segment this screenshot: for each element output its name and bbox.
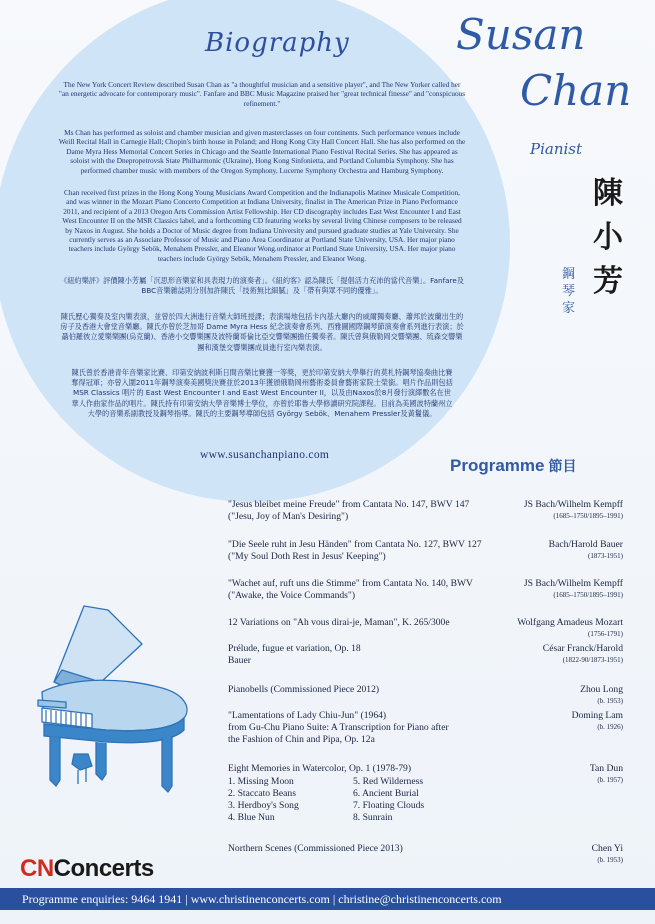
composer-name: Wolfgang Amadeus Mozart	[517, 617, 623, 628]
bio-paragraph-2: Ms Chan has performed as soloist and chamber musician and given masterclasses on four continents. Such performance venues include Weill Recital Hall in Carnegie Hall; Chopin's birth house in Poland; and Hong Kong City Hall Concert Hall. She has also performed on the Dame Myra Hess Memorial Concert Series in Chicago and the Seattle International Piano Festival Recital Series. She has appeared as soloist with the Dnepropetrovsk State Philharmonic (Ukraine), Hong Kong Sinfonietta, and Portland Columbia Symphony. She has performed chamber music with members of the Oregon Symphony, Lucerne Symphony Orchestra and Hamburg Symphony.	[58, 128, 466, 175]
work-title: Northern Scenes (Commissioned Piece 2013)	[228, 843, 403, 854]
work-subtitle: the Fashion of Chin and Pipa, Op. 12a	[228, 734, 375, 745]
composer-years: (1685–1750/1895–1991)	[553, 512, 623, 520]
movement-item: 5. Red Wilderness	[353, 776, 424, 787]
work-title: Eight Memories in Watercolor, Op. 1 (1978-79)	[228, 763, 412, 774]
work-subtitle: ("My Soul Doth Rest in Jesus' Keeping")	[228, 551, 386, 562]
composer-name: Bach/Harold Bauer	[548, 539, 623, 550]
bio-zh-paragraph-1: 《紐約樂評》評價陳小芳屬「沉思形音樂家和具表現力的演奏者」。《紐約客》認為陳氏「提倡活力充沛的當代音樂」。Fanfare及BBC音樂雜誌則分別加許陳氏「技術無比細膩」及「帶有與眾不同的優雅」。	[60, 276, 464, 296]
composer-years: (1685–1750/1895–1991)	[553, 591, 623, 599]
work-title: 12 Variations on "Ah vous dirai-je, Maman", K. 265/300e	[228, 617, 450, 628]
artist-chinese-role: 鋼琴家	[562, 267, 576, 316]
artist-first-name: Susan	[456, 10, 586, 59]
work-title: Prélude, fugue et variation, Op. 18	[228, 643, 361, 654]
artist-website-link[interactable]: www.susanchanpiano.com	[200, 449, 330, 461]
logo-concerts: Concerts	[53, 855, 154, 882]
composer-years: (1822-90/1873-1951)	[562, 656, 623, 664]
programme-heading-en: Programme	[450, 456, 545, 475]
movement-item: 3. Herdboy's Song	[228, 800, 299, 811]
composer-name: Chen Yi	[591, 843, 623, 854]
movement-item: 4. Blue Nun	[228, 812, 275, 823]
composer-name: JS Bach/Wilhelm Kempff	[523, 578, 623, 589]
bio-zh-paragraph-3: 陳氏曾於香港青年音樂家比賽、印第安納波利斯日間音樂比賽獲一等獎，更於印第安納大學舉行的莫札特鋼琴協奏曲比賽奪得冠軍；亦曾入圍2011年鋼琴演奏美國獎決賽並於2013年獲頒俄勒岡州藝術委員會藝術家院士榮銜。唱片作品則包括 MSR Classics 唱片的 East West Encounter I and East West Encounter II，以及由Naxos於8月發行演繹數名在世華人作曲家作品的唱片。陳氏持有印第安納大學音樂博士學位，亦曾於耶魯大學修讀研究院課程。目前為美國波特蘭州立大學的音樂系副教授及鋼琴指導。陳氏的主要鋼琴導師包括 György Sebök、Menahem Pressler及黃鬘儀。	[71, 368, 453, 418]
work-title: "Lamentations of Lady Chiu-Jun" (1964)	[228, 710, 387, 721]
programme-heading-zh: 節目	[548, 459, 577, 475]
movement-item: 1. Missing Moon	[228, 776, 294, 787]
programme-heading	[450, 456, 576, 476]
composer-years: (b. 1926)	[597, 723, 623, 731]
footer-bar	[0, 888, 655, 910]
work-title: Pianobells (Commissioned Piece 2012)	[228, 684, 380, 695]
work-title: "Jesus bleibet meine Freude" from Cantata No. 147, BWV 147	[228, 499, 470, 510]
work-subtitle: Bauer	[228, 655, 251, 666]
composer-years: (b. 1953)	[597, 856, 623, 864]
composer-name: JS Bach/Wilhelm Kempff	[523, 499, 623, 510]
composer-name: Tan Dun	[589, 763, 623, 774]
composer-years: (b. 1957)	[597, 776, 623, 784]
work-subtitle: ("Jesu, Joy of Man's Desiring")	[228, 511, 349, 522]
footer-contact-text: Programme enquiries: 9464 1941 | www.christinenconcerts.com | christine@christinenconcerts.com	[22, 892, 502, 906]
work-subtitle: ("Awake, the Voice Commands")	[228, 590, 356, 601]
work-subtitle: from Gu-Chu Piano Suite: A Transcription for Piano after	[228, 722, 449, 733]
logo-cn: CN	[20, 855, 54, 882]
bio-zh-paragraph-2: 陳氏歷心獨奏及室內樂表演，並曾於四大洲進行音樂大師班授課；表演場地包括卡內基大廳內的威爾獨奏廳、蕭邦於波蘭出生的房子及香港大會堂音樂廳。陳氏亦曾於芝加哥 Dame Myra Hess 紀念演奏會系列、西雅圖國際鋼琴節演奏會系列進行表演；於聶伯羅彼立愛樂樂團(烏克蘭)、香港小交響樂團及波特蘭哥倫比亞交響樂團擔任獨奏者。陳氏曾與俄勒岡交響樂團、琉森交響樂團和漢堡交響樂團成員進行室內樂表演。	[60, 312, 464, 352]
artist-last-name: Chan	[520, 66, 632, 115]
composer-name: César Franck/Harold	[542, 643, 623, 654]
movement-item: 2. Staccato Beans	[228, 788, 296, 799]
composer-years: (b. 1953)	[597, 697, 623, 705]
movement-item: 6. Ancient Burial	[353, 788, 419, 799]
composer-years: (1873-1951)	[588, 552, 623, 560]
work-title: "Die Seele ruht in Jesu Händen" from Cantata No. 127, BWV 127	[228, 539, 482, 550]
movement-item: 8. Sunrain	[353, 812, 393, 823]
composer-name: Doming Lam	[571, 710, 623, 721]
biography-title: Biography	[205, 28, 350, 58]
bio-paragraph-3: Chan received first prizes in the Hong Kong Young Musicians Award Competition and the Indianapolis Matinee Musicale Competition, and was winner in the Mozart Piano Concerto Competition at Indiana University, finalist in The American Prize in Piano Performance 2011, and recipient of a 2013 Oregon Arts Commission Artist Fellowship. Her CD discography includes East West Encounter I and East West Encounter II on the MSR Classics label, and a forthcoming CD featuring works by several living Chinese composers to be released by Naxos in August. She holds a Doctor of Music degree from Indiana University and pursued graduate studies at Yale University. She currently serves as an Associate Professor of Music and Piano Area Coordinator at Portland State University, USA. Her major piano teachers include György Sebök, Menahem Pressler, and Eleanor Wong.ordinator at Portland State University, USA. Her major piano teachers include György Sebök, Menahem Pressler, and Eleanor Wong.	[62, 188, 462, 263]
movement-item: 7. Floating Clouds	[353, 800, 425, 811]
artist-role: Pianist	[530, 140, 583, 158]
artist-chinese-name: 陳小芳	[593, 176, 623, 299]
bio-paragraph-1: The New York Concert Review described Susan Chan as "a thoughtful musician and a sensitive player", and The New Yorker called her "an energetic advocate for contemporary music". Fanfare and BBC Music Magazine praised her "great technical finesse" and "conspicuous refinement."	[58, 80, 466, 108]
composer-years: (1756-1791)	[588, 630, 623, 638]
cnconcerts-logo	[20, 855, 154, 883]
composer-name: Zhou Long	[580, 684, 623, 695]
grand-piano-illustration	[34, 604, 194, 804]
work-title: "Wachet auf, ruft uns die Stimme" from Cantata No. 140, BWV	[228, 578, 473, 589]
